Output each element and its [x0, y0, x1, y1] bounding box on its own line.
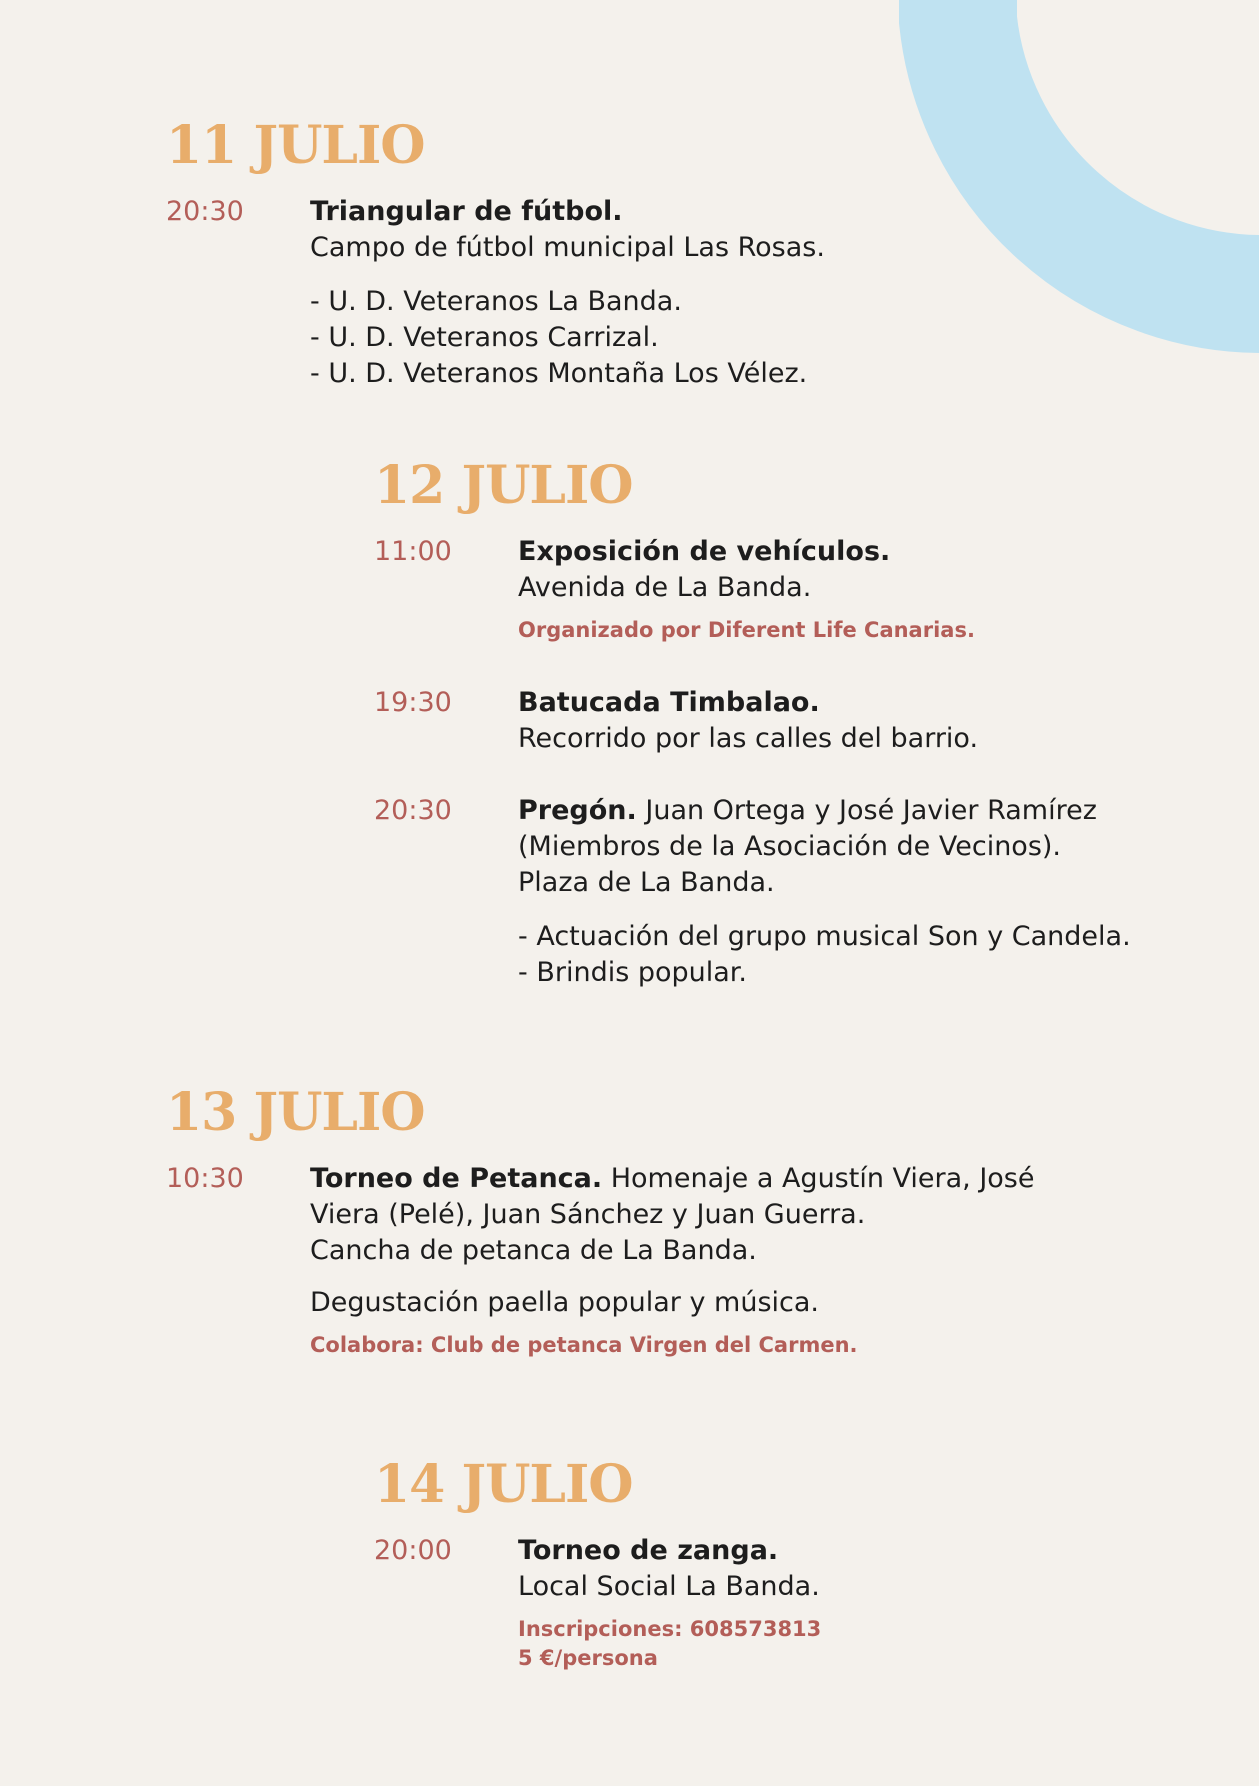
list-item: - U. D. Veteranos Carrizal. — [310, 322, 659, 353]
price: 5 €/persona — [518, 1646, 658, 1670]
event-title: Triangular de fútbol. — [310, 196, 623, 227]
event-time: 11:00 — [374, 536, 452, 567]
event-note: Colabora: Club de petanca Virgen del Carmen. — [310, 1333, 858, 1357]
event-torneo-petanca — [166, 1161, 1035, 1360]
event-location: Avenida de La Banda. — [518, 572, 812, 603]
event-description-line: (Miembros de la Asociación de Vecinos). — [518, 831, 1062, 862]
event-time: 19:30 — [374, 687, 452, 718]
list-item: - U. D. Veteranos Montaña Los Vélez. — [310, 358, 808, 389]
event-content — [518, 685, 978, 757]
event-location: Plaza de La Banda. — [518, 867, 775, 898]
event-description: Juan Ortega y José Javier Ramírez — [636, 795, 1097, 826]
event-title: Torneo de zanga. — [518, 1535, 779, 1566]
day-heading: 14 JULIO — [374, 1454, 633, 1515]
event-description: Homenaje a Agustín Viera, José — [602, 1163, 1035, 1194]
list-item: - Actuación del grupo musical Son y Candela. — [518, 921, 1131, 952]
event-title: Pregón. — [518, 795, 637, 826]
day-14-julio — [374, 1455, 821, 1707]
team-list — [310, 284, 825, 392]
event-content — [518, 1533, 821, 1673]
event-time: 20:30 — [166, 196, 244, 227]
event-triangular-futbol — [166, 194, 825, 392]
list-item: - U. D. Veteranos La Banda. — [310, 286, 682, 317]
event-content — [518, 534, 975, 645]
event-batucada — [374, 685, 1131, 757]
day-heading: 12 JULIO — [374, 455, 633, 516]
event-location: Campo de fútbol municipal Las Rosas. — [310, 232, 825, 263]
event-pregon — [374, 793, 1131, 991]
event-location: Recorrido por las calles del barrio. — [518, 723, 979, 754]
event-content — [310, 1161, 1035, 1360]
day-heading: 13 JULIO — [166, 1082, 425, 1143]
event-note — [518, 1615, 821, 1673]
event-time: 10:30 — [166, 1163, 244, 1194]
event-description-line: Viera (Pelé), Juan Sánchez y Juan Guerra. — [310, 1199, 866, 1230]
day-11-julio — [166, 116, 825, 426]
event-extra: Degustación paella popular y música. — [310, 1287, 819, 1318]
event-torneo-zanga — [374, 1533, 821, 1673]
activity-list — [518, 919, 1131, 991]
day-heading: 11 JULIO — [166, 115, 425, 176]
registration-phone: Inscripciones: 608573813 — [518, 1617, 822, 1641]
list-item: - Brindis popular. — [518, 957, 748, 988]
event-time: 20:00 — [374, 1535, 452, 1566]
day-13-julio — [166, 1083, 1035, 1394]
event-title: Batucada Timbalao. — [518, 687, 820, 718]
day-12-julio — [374, 456, 1131, 1025]
event-location: Cancha de petanca de La Banda. — [310, 1235, 757, 1266]
event-time: 20:30 — [374, 795, 452, 826]
event-exposicion-vehiculos — [374, 534, 1131, 645]
event-content — [310, 194, 825, 392]
event-title: Torneo de Petanca. — [310, 1163, 603, 1194]
event-location: Local Social La Banda. — [518, 1571, 820, 1602]
event-content — [518, 793, 1131, 991]
event-note: Organizado por Diferent Life Canarias. — [518, 618, 975, 642]
event-title: Exposición de vehículos. — [518, 536, 891, 567]
